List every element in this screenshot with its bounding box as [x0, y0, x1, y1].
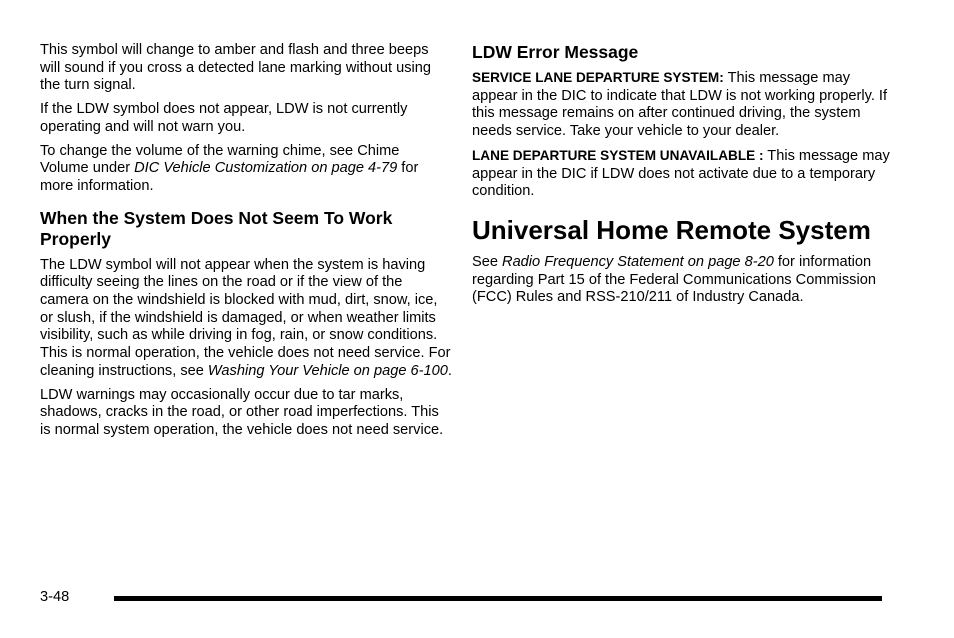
heading-system-not-working: When the System Does Not Seem To Work Properly	[40, 207, 393, 249]
page-number: 3-48	[40, 589, 70, 605]
chime-text-end: for more information.	[40, 160, 419, 194]
chime-volume-reference-link[interactable]: DIC Vehicle Customization on page 4-79	[134, 160, 398, 177]
paragraph-visibility	[40, 257, 452, 381]
radio-text-end: for information regarding Part 15 of the Federal Communications Commission (FCC) Rules and RSS-210/211 of Industry Canada.	[472, 253, 876, 306]
paragraph-lane-warning: This symbol will change to amber and flash and three beeps will sound if you cross a detected lane marking without using the turn signal.	[40, 42, 431, 94]
paragraph-false-warnings: LDW warnings may occasionally occur due to tar marks, shadows, cracks in the road, or other road imperfections. This is normal system operation, the vehicle does not need service.	[40, 386, 444, 438]
left-column	[40, 42, 452, 446]
chime-text: To change the volume of the warning chime, see Chime Volume under	[40, 142, 400, 177]
washing-vehicle-reference-link[interactable]: Washing Your Vehicle on page 6-100	[207, 362, 448, 379]
footer-rule	[114, 596, 882, 601]
message-unavailable-text: This message may appear in the DIC if LDW does not activate due to a temporary condition.	[472, 147, 890, 200]
paragraph-radio-frequency	[472, 254, 892, 307]
message-unavailable-lead: LANE DEPARTURE SYSTEM UNAVAILABLE :	[472, 147, 764, 163]
visibility-text-end: .	[447, 362, 452, 379]
message-service-lane-departure	[472, 69, 892, 141]
visibility-text: The LDW symbol will not appear when the system is having difficulty seeing the lines on the road or if the view of the camera on the windshield is blocked with mud, dirt, snow, ice, or slush, if the windshield is damaged, or when weather limits visibility, such as while driving in fog, rain, or snow conditions. This is normal operation, the vehicle does not need service. For cleaning instructions, see	[40, 256, 451, 379]
paragraph-chime-volume	[40, 143, 452, 196]
radio-frequency-reference-link[interactable]: Radio Frequency Statement on page 8-20	[502, 253, 774, 270]
paragraph-symbol-absent: If the LDW symbol does not appear, LDW is not currently operating and will not warn you.	[40, 101, 408, 135]
right-column	[472, 42, 892, 313]
radio-text: See	[472, 253, 503, 270]
heading-ldw-error-message: LDW Error Message	[472, 42, 639, 62]
message-service-lead: SERVICE LANE DEPARTURE SYSTEM:	[472, 70, 724, 85]
message-service-text: This message may appear in the DIC to indicate that LDW is not working properly. If this message remains on after continued driving, the system needs service. Take your vehicle to your dealer.	[472, 70, 888, 140]
section-title-universal-home-remote: Universal Home Remote System	[472, 214, 871, 245]
message-lane-departure-unavailable	[472, 147, 892, 201]
